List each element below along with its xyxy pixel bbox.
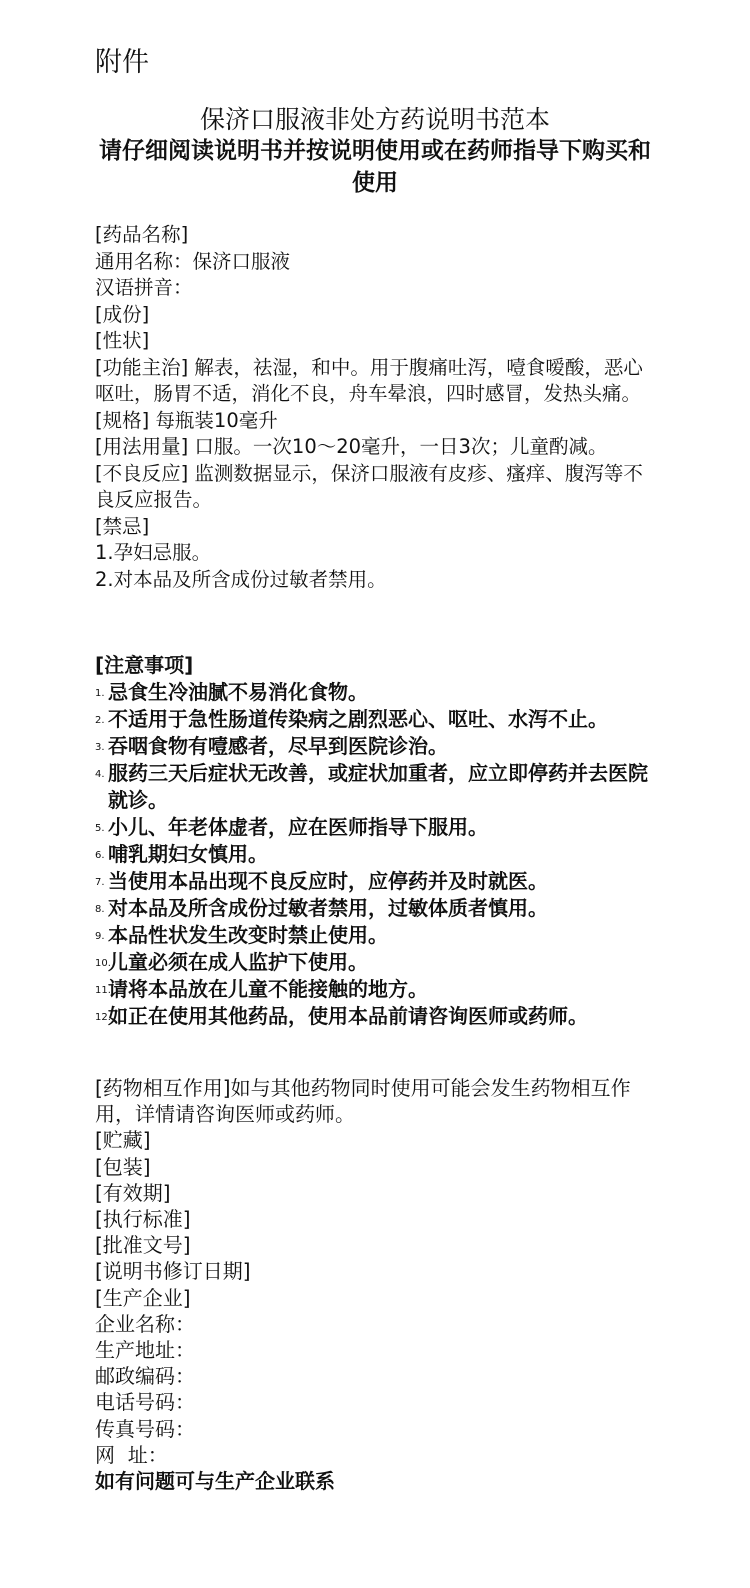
precaution-number: 10. [95, 958, 111, 969]
address-field: 生产地址： [95, 1338, 195, 1363]
precaution-item [95, 976, 655, 1003]
validity-heading: [有效期] [95, 1180, 171, 1205]
precaution-text: 服药三天后症状无改善，或症状加重者，应立即停药并去医院就诊。 [108, 761, 648, 812]
precaution-number: 1. [95, 688, 105, 699]
precaution-item [95, 733, 655, 760]
precaution-item [95, 949, 655, 976]
precaution-number: 6. [95, 850, 105, 861]
additional-info-section [95, 1075, 655, 1494]
package-heading: [包装] [95, 1154, 151, 1179]
precaution-number: 2. [95, 715, 105, 726]
standard-heading: [执行标准] [95, 1207, 191, 1232]
precaution-item [95, 868, 655, 895]
pinyin-name: 汉语拼音： [95, 276, 193, 299]
precaution-item [95, 706, 655, 733]
drug-info-section [95, 222, 655, 593]
precaution-item [95, 841, 655, 868]
indications-text: [功能主治] 解表，祛湿，和中。用于腹痛吐泻，噎食嗳酸，恶心呕吐，肠胃不适，消化不良，舟车晕浪，四时感冒，发热头痛。 [95, 355, 643, 405]
precaution-number: 11. [95, 985, 111, 996]
precaution-text: 对本品及所含成份过敏者禁用，过敏体质者慎用。 [108, 896, 548, 920]
postcode-field: 邮政编码： [95, 1364, 195, 1389]
website-field: 网 址： [95, 1442, 168, 1467]
precaution-number: 9. [95, 931, 105, 942]
interactions-text: [药物相互作用]如与其他药物同时使用可能会发生药物相互作用，详情请咨询医师或药师。 [95, 1076, 631, 1127]
document-title: 保济口服液非处方药说明书范本 [199, 105, 550, 134]
contraindication-item: 1.孕妇忌服。 [95, 541, 212, 564]
precaution-text: 小儿、年老体虚者，应在医师指导下服用。 [108, 815, 488, 839]
precaution-number: 3. [95, 742, 105, 753]
precaution-number: 7. [95, 877, 105, 888]
precaution-text: 请将本品放在儿童不能接触的地方。 [108, 977, 428, 1001]
annex-label: 附件 [95, 47, 149, 78]
manufacturer-heading: [生产企业] [95, 1285, 191, 1310]
precaution-number: 8. [95, 904, 105, 915]
precaution-text: 忌食生冷油腻不易消化食物。 [108, 680, 368, 704]
precautions-heading: [注意事项] [95, 653, 194, 677]
specification-text: [规格] 每瓶装10毫升 [95, 408, 278, 432]
precaution-text: 不适用于急性肠道传染病之剧烈恶心、呕吐、水泻不止。 [108, 707, 608, 731]
precaution-number: 4. [95, 769, 105, 780]
precaution-text: 哺乳期妇女慎用。 [108, 842, 268, 866]
precaution-item [95, 895, 655, 922]
revision-date-heading: [说明书修订日期] [95, 1259, 251, 1284]
dosage-text: [用法用量] 口服。一次10～20毫升，一日3次；儿童酌减。 [95, 435, 608, 458]
precaution-item [95, 679, 655, 706]
phone-field: 电话号码： [95, 1390, 195, 1415]
fax-field: 传真号码： [95, 1416, 195, 1441]
contraindication-item: 2.对本品及所含成份过敏者禁用。 [95, 567, 387, 591]
precaution-item [95, 760, 655, 814]
precaution-text: 吞咽食物有噎感者，尽早到医院诊治。 [108, 734, 448, 758]
approval-heading: [批准文号] [95, 1233, 191, 1258]
precaution-number: 12. [95, 1012, 111, 1023]
precaution-text: 如正在使用其他药品，使用本品前请咨询医师或药师。 [108, 1004, 588, 1028]
precaution-number: 5. [95, 823, 105, 834]
company-name-field: 企业名称： [95, 1311, 195, 1336]
drug-name-heading: [药品名称] [95, 223, 189, 246]
precaution-item [95, 922, 655, 949]
properties-heading: [性状] [95, 329, 150, 352]
precaution-item [95, 1003, 655, 1030]
usage-notice: 请仔细阅读说明书并按说明使用或在药师指导下购买和使用 [99, 138, 651, 196]
precautions-section [95, 652, 655, 1030]
contact-note: 如有问题可与生产企业联系 [95, 1469, 335, 1494]
precaution-item [95, 814, 655, 841]
ingredients-heading: [成份] [95, 302, 150, 326]
adverse-reactions-text: [不良反应] 监测数据显示，保济口服液有皮疹、瘙痒、腹泻等不良反应报告。 [95, 461, 643, 511]
precaution-text: 本品性状发生改变时禁止使用。 [108, 923, 388, 947]
precaution-text: 当使用本品出现不良反应时，应停药并及时就医。 [108, 869, 548, 893]
precaution-text: 儿童必须在成人监护下使用。 [108, 950, 368, 974]
storage-heading: [贮藏] [95, 1128, 151, 1153]
generic-name: 通用名称：保济口服液 [95, 249, 291, 273]
contraindications-heading: [禁忌] [95, 514, 150, 538]
